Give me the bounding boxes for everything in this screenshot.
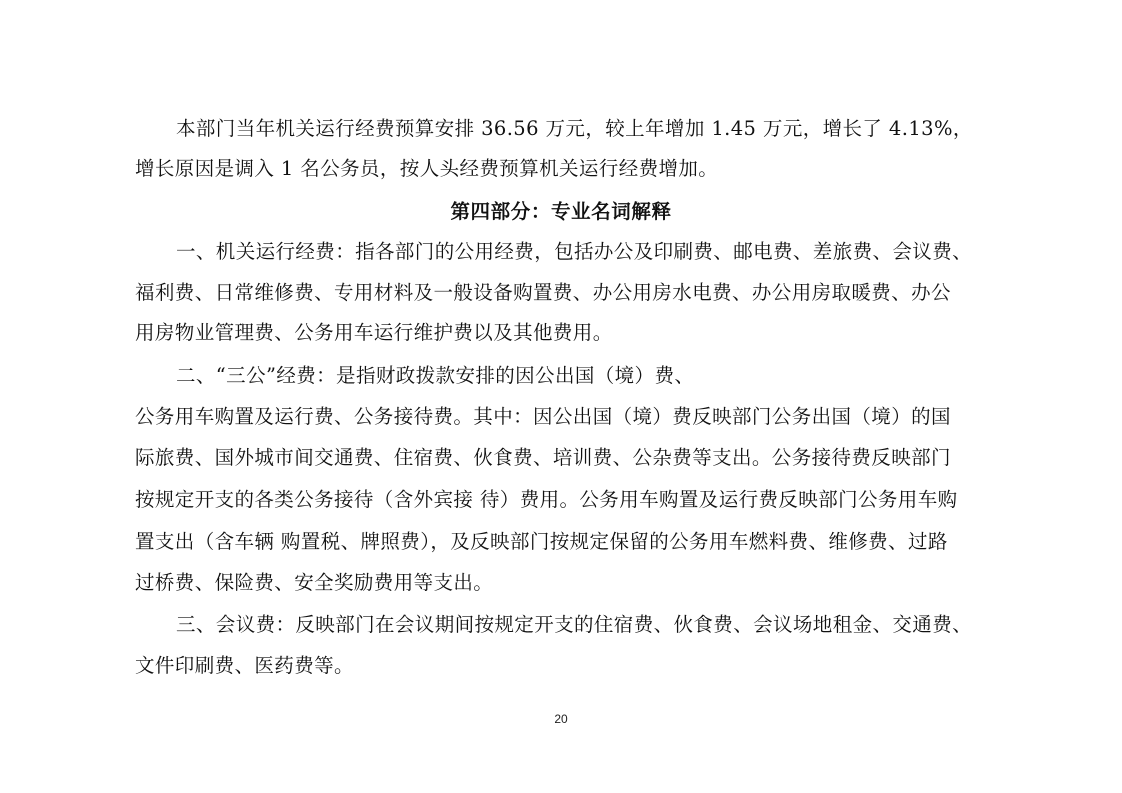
body-text-line: 文件印刷费、医药费等。: [135, 654, 354, 677]
body-text-line: 二、“三公”经费：是指财政拨款安排的因公出国（境）费、: [176, 364, 695, 387]
body-text-line: 按规定开支的各类公务接待（含外宾接 待）费用。公务用车购置及运行费反映部门公务用车购: [135, 488, 958, 511]
body-text-line: 福利费、日常维修费、专用材料及一般设备购置费、办公用房水电费、办公用房取暖费、办公: [135, 281, 951, 304]
body-text-line: 公务用车购置及运行费、公务接待费。其中：因公出国（境）费反映部门公务出国（境）的国: [135, 405, 951, 428]
section-heading: 第四部分：专业名词解释: [450, 200, 672, 223]
body-text-line: 三、会议费：反映部门在会议期间按规定开支的住宿费、伙食费、会议场地租金、交通费、: [176, 613, 973, 636]
body-text-line: 用房物业管理费、公务用车运行维护费以及其他费用。: [135, 321, 613, 344]
body-text-line: 际旅费、国外城市间交通费、住宿费、伙食费、培训费、公杂费等支出。公务接待费反映部门: [135, 446, 951, 469]
body-text-line: 一、机关运行经费：指各部门的公用经费，包括办公及印刷费、邮电费、差旅费、会议费、: [176, 240, 973, 263]
body-text-line: 置支出（含车辆 购置税、牌照费），及反映部门按规定保留的公务用车燃料费、维修费、过路: [135, 530, 948, 553]
body-text-line: 过桥费、保险费、安全奖励费用等支出。: [135, 571, 494, 594]
body-text-line: 本部门当年机关运行经费预算安排 36.56 万元，较上年增加 1.45 万元，增长了 4.13%，: [176, 117, 973, 140]
body-text-line: 增长原因是调入 1 名公务员，按人头经费预算机关运行经费增加。: [135, 157, 719, 180]
page-number: 20: [554, 712, 568, 726]
